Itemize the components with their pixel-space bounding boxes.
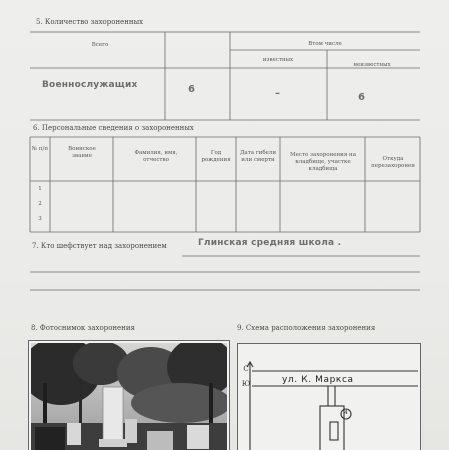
- street-label: ул. К. Маркса: [282, 375, 354, 385]
- header-num: № п/п: [31, 146, 49, 152]
- col-total-header: Всего: [91, 42, 109, 48]
- header-place: Место захоронения на кладбище, участке кладбища: [289, 152, 356, 172]
- north-label: С: [243, 365, 249, 373]
- col-known-header: известных: [262, 57, 294, 63]
- header-rank: Воинское звание: [68, 146, 96, 159]
- section8-title: 8. Фотоснимок захоронения: [31, 324, 135, 332]
- header-from: Откуда перезахоронен: [371, 156, 415, 169]
- unknown-value-stamp: 6: [358, 92, 366, 103]
- section7-label: 7. Кто шефствует над захоронением: [32, 242, 167, 250]
- col-including-header: Втом числе: [308, 41, 342, 47]
- row-number: 2: [38, 201, 42, 207]
- row-label-stamp: Военнослужащих: [42, 80, 138, 90]
- grave-marker-number: 4: [344, 410, 348, 416]
- row-number: 3: [38, 216, 42, 222]
- col-unknown-header: неизвестных: [353, 62, 391, 68]
- section5-title: 5. Количество захороненных: [36, 18, 144, 26]
- total-value-stamp: 6: [188, 84, 196, 95]
- known-value-stamp: –: [275, 88, 281, 99]
- section9-title: 9. Схема расположения захоронения: [237, 324, 376, 332]
- row-number: 1: [38, 186, 42, 192]
- south-label: Ю: [241, 380, 251, 388]
- header-death: Дата гибели или смерти: [239, 150, 277, 163]
- patron-stamp: Глинская средняя школа .: [198, 238, 342, 248]
- scheme-drawing: [238, 344, 420, 450]
- header-birth: Год рождения: [201, 150, 231, 163]
- section6-title: 6. Персональные сведения о захороненных: [33, 124, 194, 132]
- location-scheme: [237, 343, 421, 450]
- header-name: Фамилия, имя, отчество: [134, 150, 178, 163]
- grave-photo: [28, 340, 230, 450]
